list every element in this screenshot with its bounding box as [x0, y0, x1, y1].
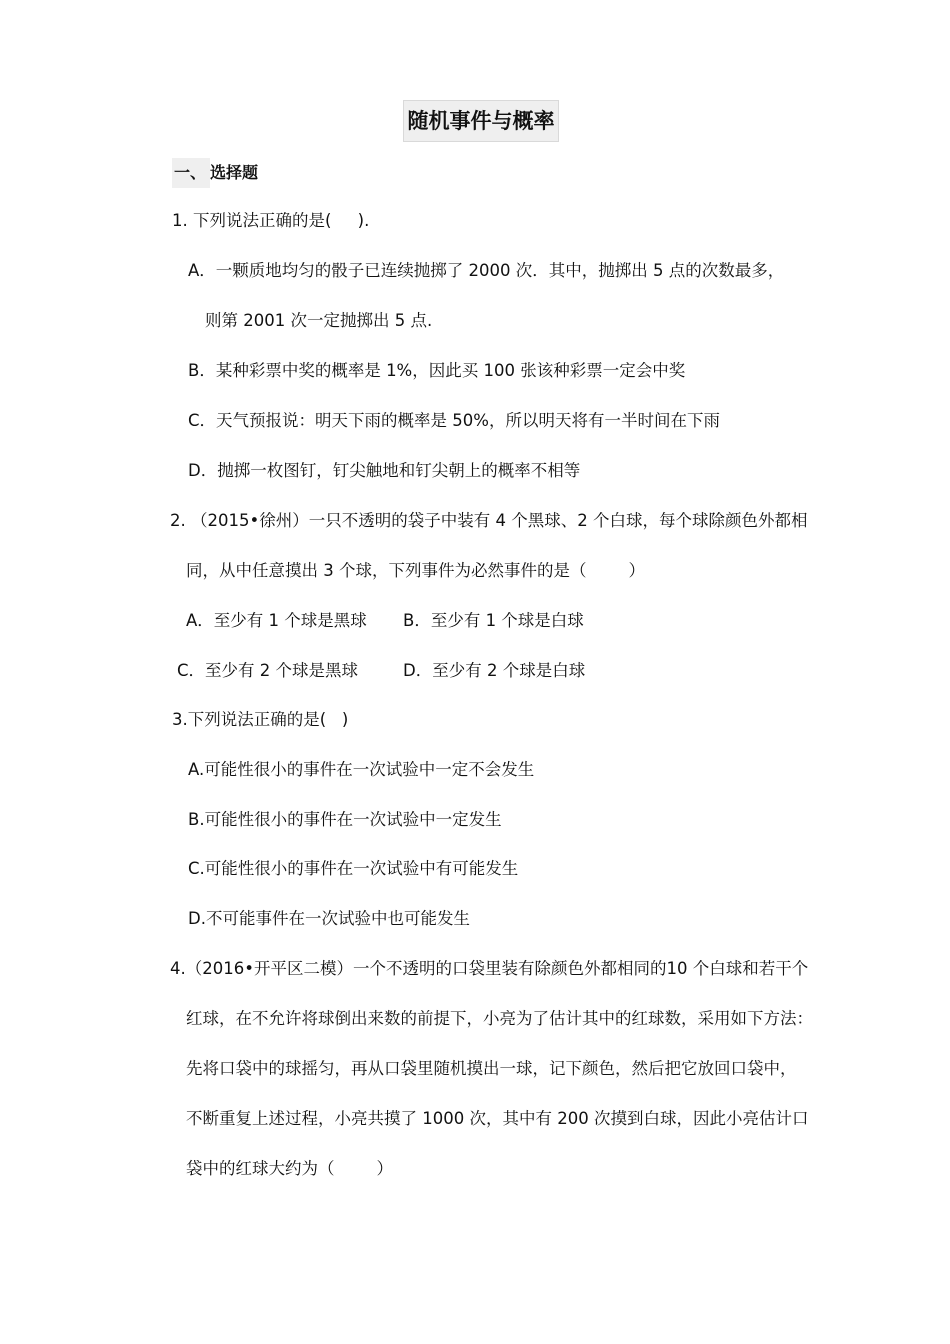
section-title: 选择题: [210, 163, 259, 182]
question-3-option-a: A.可能性很小的事件在一次试验中一定不会发生: [188, 760, 535, 779]
question-2-option-b: B．至少有 1 个球是白球: [403, 611, 584, 630]
question-4-stem-line-2: 红球，在不允许将球倒出来数的前提下，小亮为了估计其中的红球数，采用如下方法：: [186, 1009, 813, 1028]
question-2-stem: 2. （2015•徐州）一只不透明的袋子中装有 4 个黑球、2 个白球，每个球除颜色外都相: [170, 511, 808, 530]
question-2-option-a: A．至少有 1 个球是黑球: [186, 611, 367, 630]
question-1-option-b: B．某种彩票中奖的概率是 1%，因此买 100 张该种彩票一定会中奖: [188, 361, 686, 380]
question-2-stem-cont: 同，从中任意摸出 3 个球，下列事件为必然事件的是（ ）: [186, 561, 645, 580]
page-title: 随机事件与概率: [403, 100, 559, 142]
question-3-option-c: C.可能性很小的事件在一次试验中有可能发生: [188, 859, 519, 878]
question-1-option-a: A．一颗质地均匀的骰子已连续抛掷了 2000 次．其中，抛掷出 5 点的次数最多，: [188, 261, 785, 280]
question-2-option-d: D．至少有 2 个球是白球: [403, 661, 586, 680]
question-1-option-d: D．抛掷一枚图钉，钉尖触地和钉尖朝上的概率不相等: [188, 461, 581, 480]
question-1-option-c: C．天气预报说：明天下雨的概率是 50%，所以明天将有一半时间在下雨: [188, 411, 720, 430]
question-4-stem-line-4: 不断重复上述过程，小亮共摸了 1000 次，其中有 200 次摸到白球，因此小亮估计口: [186, 1109, 809, 1128]
question-3-stem: 3.下列说法正确的是( ): [172, 710, 349, 729]
question-4-stem-line-3: 先将口袋中的球摇匀，再从口袋里随机摸出一球，记下颜色，然后把它放回口袋中，: [186, 1059, 797, 1078]
question-3-option-d: D.不可能事件在一次试验中也可能发生: [188, 909, 470, 928]
question-4-stem-line-5: 袋中的红球大约为（ ）: [186, 1159, 393, 1178]
question-1-option-a-cont: 则第 2001 次一定抛掷出 5 点.: [205, 311, 433, 330]
section-number: 一、: [172, 158, 210, 188]
question-3-option-b: B.可能性很小的事件在一次试验中一定发生: [188, 810, 502, 829]
question-1-stem: 1. 下列说法正确的是( ).: [172, 211, 370, 230]
question-4-stem: 4.（2016•开平区二模）一个不透明的口袋里装有除颜色外都相同的10 个白球和若干个: [170, 959, 809, 978]
question-2-option-c: C．至少有 2 个球是黑球: [177, 661, 359, 680]
